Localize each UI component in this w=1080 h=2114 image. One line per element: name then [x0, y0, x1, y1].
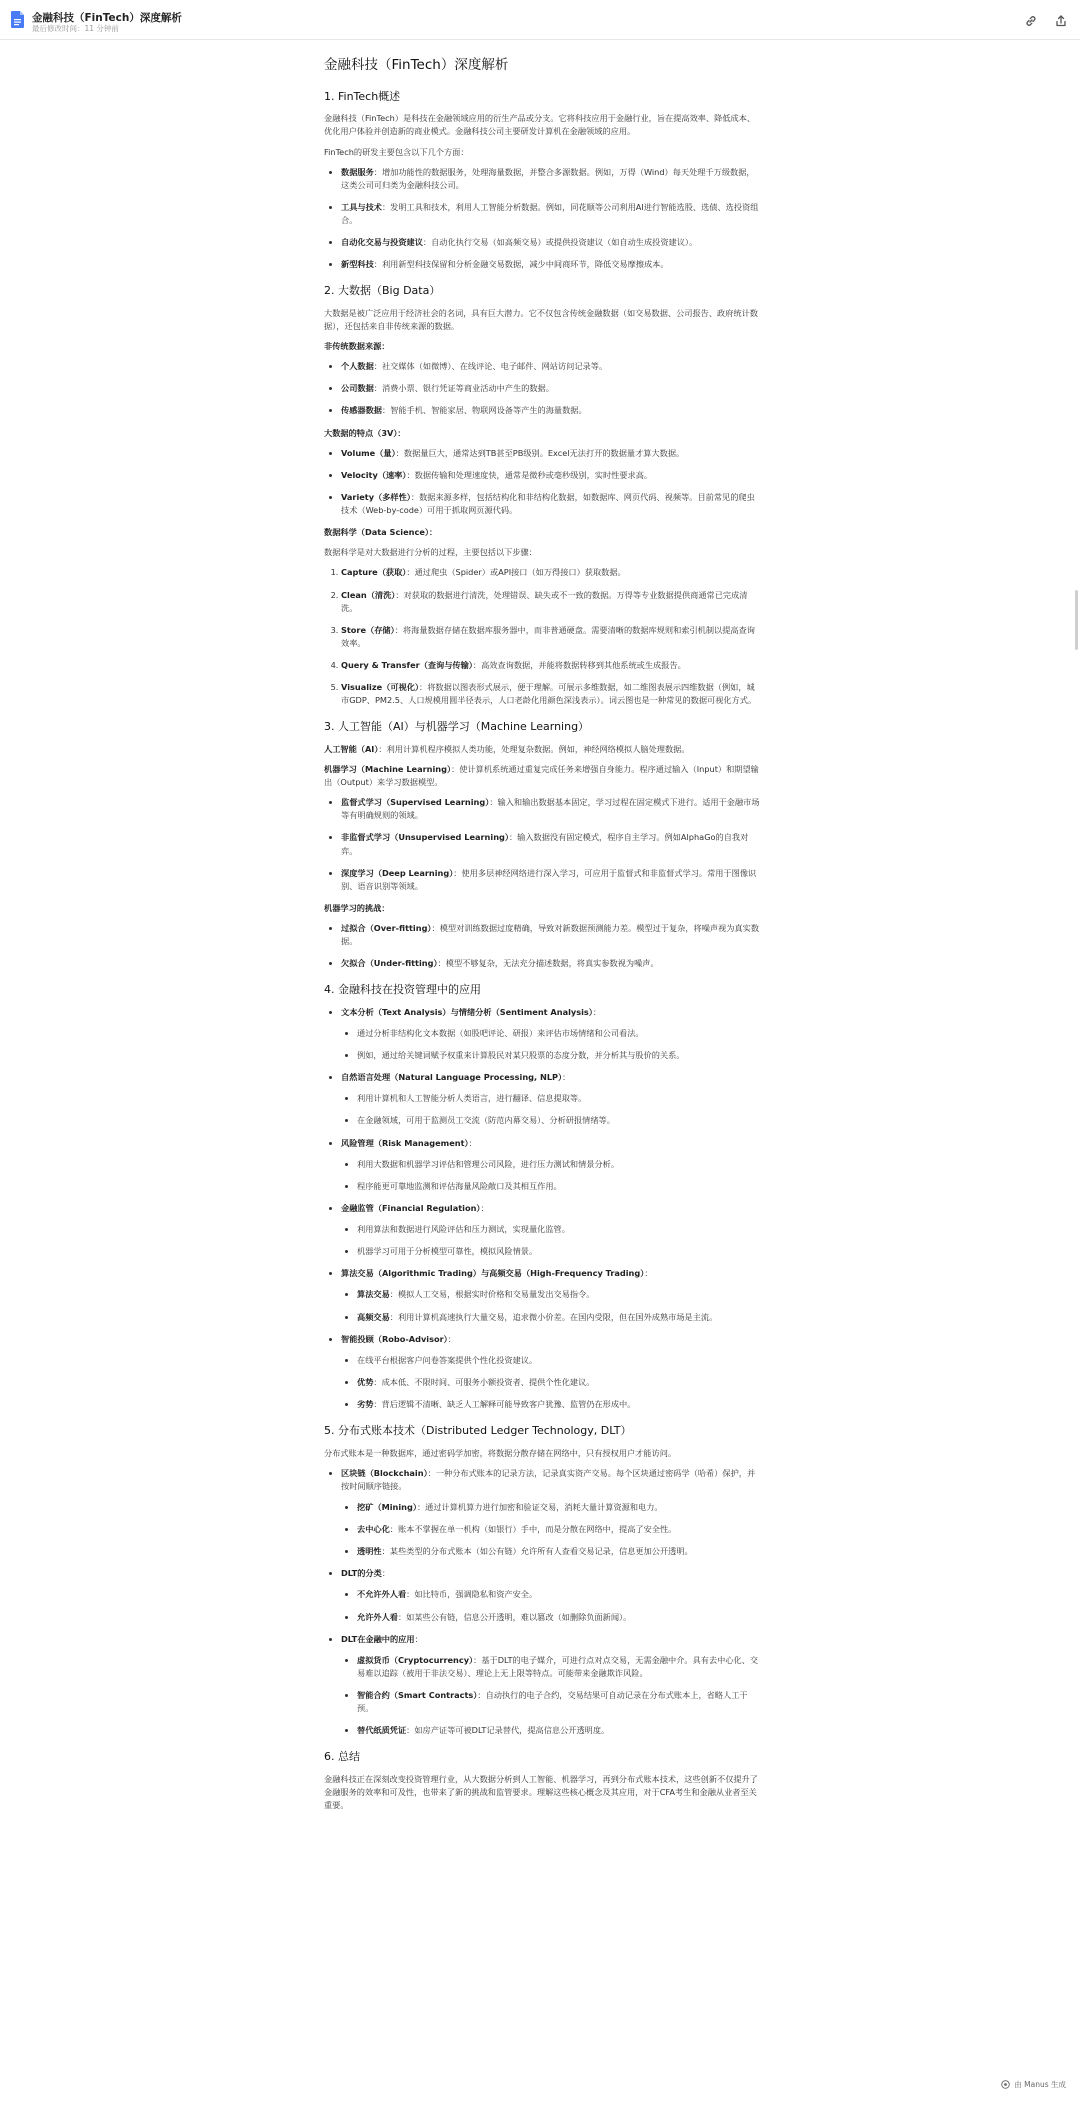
- last-modified: [32, 23, 119, 34]
- list-item: [341, 1467, 760, 1559]
- list-item: • 自然语言处理（Natural Language Processing, NLP）： • 利用计算机和人工智能分析人类语言，进行翻译、信息提取等。 • 在金融领域，可用于监测员工交流（防范内幕交易）、分析研报情绪等。: [341, 1071, 760, 1127]
- subheading: 非传统数据来源：: [324, 341, 390, 352]
- item-text: 例如，通过给关键词赋予权重来计算股民对某只股票的态度分数，并分析其与股价的关系。: [357, 1050, 685, 1061]
- item-key: 金融监管（Financial Regulation）: [341, 1202, 481, 1213]
- sub-key: 透明性: [357, 1546, 382, 1557]
- list-item: • 风险管理（Risk Management）： • 利用大数据和机器学习评估和管理公司风险，进行压力测试和情景分析。 • 程序能更可靠地监测和评估海量风险敞口及其相互作用。: [341, 1137, 760, 1193]
- item-key: DLT在金融中的应用: [341, 1633, 415, 1644]
- item-text: ：将数据以图表形式展示，便于理解。可展示多维数据，如二维图表展示四维数据（例如，城市GDP、PM2.5、人口规模用圆半径表示，人口老龄化用颜色深浅表示）。词云图也是一种常见的数据可视化方式。: [341, 682, 757, 706]
- list-item: [341, 867, 760, 893]
- item-text: ：增加功能性的数据服务，处理海量数据，并整合多源数据。例如，万得（Wind）每天处理千万级数据，这类公司可归类为金融科技公司。: [341, 166, 755, 190]
- item-text: ：基于DLT的电子媒介，可进行点对点交易，无需金融中介。具有去中心化、交易难以追踪（被用于非法交易）、理论上无上限等特点。可能带来金融欺诈风险。: [357, 1654, 759, 1678]
- sub-list: [341, 1288, 760, 1323]
- item-text: ：: [414, 1633, 423, 1644]
- item-key: 智能投顾（Robo-Advisor）: [341, 1333, 448, 1344]
- document-body: [324, 48, 760, 1819]
- item-text: ：发明工具和技术，利用人工智能分析数据。例如，同花顺等公司利用AI进行智能选股、选债、选投资组合。: [341, 201, 759, 226]
- item-key: 深度学习（Deep Learning）: [341, 867, 454, 878]
- item-key: 工具与技术: [341, 201, 382, 212]
- app-title: 金融科技（FinTech）深度解析: [32, 12, 182, 24]
- paragraph: [324, 763, 760, 789]
- section-heading: 2. 大数据（Big Data）: [324, 284, 441, 298]
- item-key: 区块链（Blockchain）: [341, 1467, 428, 1478]
- bullet-list: [324, 922, 760, 970]
- section-heading: 5. 分布式账本技术（Distributed Ledger Technology, DLT）: [324, 1424, 632, 1438]
- sub-key: 去中心化: [357, 1524, 390, 1535]
- list-item: [341, 360, 760, 373]
- list-item: [341, 566, 760, 579]
- sub-list: [341, 1158, 760, 1193]
- sub-key: 虚拟货币（Cryptocurrency）: [357, 1654, 474, 1665]
- item-key: 过拟合（Over-fitting）: [341, 923, 432, 934]
- item-key: 新型科技: [341, 259, 374, 270]
- list-item: [341, 1567, 760, 1623]
- sub-item: [357, 1724, 760, 1737]
- item-text: ：数据传输和处理速度快，通常是微秒或毫秒级别，实时性要求高。: [406, 469, 653, 480]
- list-item: [341, 404, 760, 417]
- item-text: ：账本不掌握在单一机构（如银行）手中，而是分散在网络中，提高了安全性。: [389, 1524, 677, 1535]
- list-item: [341, 957, 760, 970]
- item-key: 自然语言处理（Natural Language Processing, NLP）: [341, 1072, 563, 1083]
- subheading: 机器学习的挑战：: [324, 902, 390, 913]
- item-key: 传感器数据: [341, 405, 382, 416]
- top-actions: [1024, 13, 1068, 27]
- item-text: ：: [381, 1568, 391, 1579]
- item-text: ：输入和输出数据基本固定，学习过程在固定模式下进行。适用于金融市场等有明确规则的领域。: [341, 797, 760, 821]
- item-key: Query & Transfer（查询与传输）: [341, 660, 473, 671]
- item-key: DLT的分类: [341, 1568, 382, 1579]
- item-key: 数据服务: [341, 166, 374, 177]
- item-text: ：使用多层神经网络进行深入学习，可应用于监督式和非监督式学习。常用于图像识别、语音识别等领域。: [341, 867, 757, 891]
- item-key: Clean（清洗）: [341, 589, 396, 600]
- sub-item: [357, 1049, 760, 1062]
- item-text: ：自动化执行交易（如高频交易）或提供投资建议（如自动生成投资建议）。: [422, 237, 698, 248]
- numbered-list: [324, 566, 760, 707]
- item-text: ：利用计算机高速执行大量交易，追求微小价差。在国内受限，但在国外成熟市场是主流。: [389, 1311, 718, 1322]
- list-item: [341, 236, 760, 249]
- sub-item: [357, 1545, 760, 1558]
- list-item: [341, 382, 760, 395]
- sub-item: [357, 1611, 760, 1624]
- item-key: 算法交易（Algorithmic Trading）与高频交易（High-Frequency Trading）: [341, 1268, 645, 1279]
- sub-item: [357, 1654, 760, 1680]
- subheading: 数据科学（Data Science）：: [324, 527, 438, 538]
- bullet-list: [324, 1467, 760, 1738]
- section-heading: 1. FinTech概述: [324, 89, 401, 103]
- sub-list: [341, 1588, 760, 1623]
- manus-logo-icon: [1001, 2080, 1010, 2089]
- sub-key: 劣势: [357, 1399, 374, 1410]
- paragraph: 大数据是被广泛应用于经济社会的名词，具有巨大潜力。它不仅包含传统金融数据（如交易数据、公司报告、政府统计数据），还包括来自非传统来源的数据。: [324, 307, 758, 331]
- scrollbar-thumb[interactable]: [1075, 590, 1078, 650]
- sub-list: [341, 1354, 760, 1411]
- scrollbar-track[interactable]: [1075, 44, 1078, 2064]
- bullet-list: [324, 360, 760, 417]
- manus-badge-label: 由 Manus 生成: [1014, 2080, 1066, 2089]
- sub-item: [357, 1114, 760, 1127]
- term: 人工智能（AI）: [324, 743, 379, 754]
- document-icon: [11, 11, 24, 28]
- list-item: [341, 491, 760, 517]
- item-text: ：输入数据没有固定模式，程序自主学习。例如AlphaGo的自我对弈。: [341, 832, 749, 856]
- list-item: [341, 1633, 760, 1738]
- item-key: 非监督式学习（Unsupervised Learning）: [341, 832, 509, 843]
- list-item: [341, 258, 760, 271]
- paragraph: 金融科技（FinTech）是科技在金融领域应用的衍生产品或分支。它将科技应用于金融行业，旨在提高效率、降低成本、优化用户体验并创造新的商业模式。金融科技公司主要研发计算机在金融领域的应用。: [324, 113, 756, 137]
- item-text: ：背后逻辑不清晰、缺乏人工解释可能导致客户犹豫、监管仍在形成中。: [373, 1399, 636, 1410]
- top-bar: [0, 0, 1080, 40]
- sub-item: [357, 1501, 760, 1514]
- item-text: ：模型对训练数据过度精确，导致对新数据预测能力差。模型过于复杂，将噪声视为真实数据。: [341, 923, 760, 947]
- item-key: Capture（获取）: [341, 567, 407, 578]
- sub-item: [357, 1027, 760, 1040]
- section-heading: 4. 金融科技在投资管理中的应用: [324, 983, 481, 997]
- item-text: ：如比特币，强调隐私和资产安全。: [406, 1589, 538, 1600]
- sub-item: [357, 1245, 760, 1258]
- paragraph: 数据科学是对大数据进行分析的过程，主要包括以下步骤：: [324, 547, 537, 558]
- item-text: 程序能更可靠地监测和评估海量风险敞口及其相互作用。: [357, 1180, 562, 1191]
- item-text: 利用大数据和机器学习评估和管理公司风险，进行压力测试和情景分析。: [357, 1158, 620, 1169]
- list-item: [341, 469, 760, 482]
- section-heading: 3. 人工智能（AI）与机器学习（Machine Learning）: [324, 720, 590, 734]
- sub-item: [357, 1311, 760, 1324]
- list-item: [341, 624, 760, 650]
- item-text: ：模型不够复杂，无法充分描述数据，将真实参数视为噪声。: [437, 958, 659, 969]
- item-key: Volume（量）: [341, 447, 396, 458]
- item-key: 自动化交易与投资建议: [341, 237, 423, 248]
- document-title: 金融科技（FinTech）深度解析: [324, 57, 509, 73]
- item-text: ：高效查询数据，并能将数据转移到其他系统或生成报告。: [472, 660, 686, 671]
- item-key: 公司数据: [341, 383, 374, 394]
- sub-list: [341, 1223, 760, 1258]
- item-key: Velocity（速率）: [341, 469, 407, 480]
- item-text: ：对获取的数据进行清洗，处理错误、缺失或不一致的数据。万得等专业数据提供商通常已完成清洗。: [341, 589, 748, 613]
- sub-item: [357, 1523, 760, 1536]
- item-text: ：成本低、不限时间、可服务小额投资者、提供个性化建议。: [373, 1376, 595, 1387]
- last-modified-label: 最后修改时间：: [32, 24, 85, 33]
- sub-item: [357, 1354, 760, 1367]
- item-text: ：数据量巨大，通常达到TB甚至PB级别。Excel无法打开的数据量才算大数据。: [395, 447, 685, 458]
- bullet-list: [324, 447, 760, 518]
- item-text: 机器学习可用于分析模型可靠性，模拟风险情景。: [357, 1246, 538, 1257]
- item-text: ：一种分布式账本的记录方法，记录真实资产交易。每个区块通过密码学（哈希）保护，并按时间顺序链接。: [341, 1467, 756, 1491]
- share-icon[interactable]: [1054, 13, 1068, 27]
- bullet-list: [324, 1006, 760, 1411]
- list-item: [341, 796, 760, 822]
- list-item: • 算法交易（Algorithmic Trading）与高频交易（High-Frequency Trading）： • 算法交易：模拟人工交易，根据实时价格和交易量发出交易指令。 • 高频交易：利用计算机高速执行大量交易，追求微小价差。在国内受限，但在国外成熟市场是主流。: [341, 1267, 760, 1323]
- definition: ：利用计算机程序模拟人类功能，处理复杂数据。例如，神经网络模拟人脑处理数据。: [378, 743, 690, 754]
- list-item: [341, 166, 760, 192]
- bullet-list: [324, 166, 760, 272]
- sub-key: 算法交易: [357, 1289, 390, 1300]
- sub-list: [341, 1501, 760, 1558]
- paragraph: [324, 743, 760, 756]
- item-text: 利用算法和数据进行风险评估和压力测试，实现量化监管。: [357, 1224, 570, 1235]
- item-key: 监督式学习（Supervised Learning）: [341, 797, 490, 808]
- item-text: ：将海量数据存储在数据库服务器中，而非普通硬盘。需要清晰的数据库规则和索引机制以提高查询效率。: [341, 624, 755, 648]
- list-item: [341, 589, 760, 615]
- list-item: [341, 447, 760, 460]
- sub-item: [357, 1689, 760, 1715]
- item-key: 风险管理（Risk Management）: [341, 1137, 469, 1148]
- sub-key: 优势: [357, 1376, 374, 1387]
- manus-badge[interactable]: [1001, 2079, 1066, 2090]
- definition: ：使计算机系统通过重复完成任务来增强自身能力。程序通过输入（Input）和期望输出（Output）来学习数据模型。: [324, 763, 759, 788]
- item-key: 欠拟合（Under-fitting）: [341, 958, 438, 969]
- item-key: Store（存储）: [341, 624, 395, 635]
- term: 机器学习（Machine Learning）: [324, 763, 452, 774]
- item-text: ：通过计算机算力进行加密和验证交易，消耗大量计算资源和电力。: [416, 1501, 663, 1512]
- sub-key: 智能合约（Smart Contracts）: [357, 1690, 478, 1701]
- sub-list: [341, 1654, 760, 1738]
- sub-item: [357, 1158, 760, 1171]
- paragraph: 金融科技正在深刻改变投资管理行业，从大数据分析到人工智能、机器学习，再到分布式账本技术，这些创新不仅提升了金融服务的效率和可及性，也带来了新的挑战和监管要求。理解这些核心概念及其应用，对于CFA考生和金融从业者至关重要。: [324, 1773, 758, 1811]
- list-item: [341, 831, 760, 857]
- paragraph: FinTech的研发主要包含以下几个方面：: [324, 146, 469, 157]
- sub-key: 不允许外人看: [357, 1589, 407, 1600]
- item-text: ：社交媒体（如微博）、在线评论、电子邮件、网站访问记录等。: [373, 361, 608, 372]
- item-text: 在金融领域，可用于监测员工交流（防范内幕交易）、分析研报情绪等。: [357, 1115, 615, 1126]
- item-key: Variety（多样性）: [341, 491, 411, 502]
- sub-key: 挖矿（Mining）: [357, 1501, 417, 1512]
- sub-item: [357, 1180, 760, 1193]
- item-key: 文本分析（Text Analysis）与情绪分析（Sentiment Analysis）: [341, 1006, 593, 1017]
- item-text: ：模拟人工交易，根据实时价格和交易量发出交易指令。: [389, 1289, 595, 1300]
- sub-item: [357, 1588, 760, 1601]
- sub-list: [341, 1092, 760, 1127]
- list-item: [341, 922, 760, 948]
- item-text: ：数据来源多样，包括结构化和非结构化数据，如数据库、网页代码、视频等。目前常见的爬虫技术（Web-by-code）可用于抓取网页源代码。: [341, 491, 755, 516]
- item-text: 通过分析非结构化文本数据（如股吧评论、研报）来评估市场情绪和公司看法。: [357, 1027, 644, 1038]
- link-icon[interactable]: [1024, 13, 1038, 27]
- item-text: ：自动执行的电子合约，交易结果可自动记录在分布式账本上，省略人工干预。: [357, 1690, 748, 1714]
- item-text: ：如某些公有链，信息公开透明，难以篡改（如删除负面新闻）。: [397, 1611, 632, 1622]
- sub-item: [357, 1223, 760, 1236]
- sub-item: [357, 1376, 760, 1389]
- item-key: Visualize（可视化）: [341, 682, 419, 693]
- item-text: ：某些类型的分布式账本（如公有链）允许所有人查看交易记录，信息更加公开透明。: [381, 1546, 693, 1557]
- sub-list: [341, 1027, 760, 1062]
- list-item: • 金融监管（Financial Regulation）： • 利用算法和数据进行风险评估和压力测试，实现量化监管。 • 机器学习可用于分析模型可靠性，模拟风险情景。: [341, 1202, 760, 1258]
- sub-key: 高频交易: [357, 1311, 390, 1322]
- item-text: ：智能手机、智能家居、物联网设备等产生的海量数据。: [381, 405, 587, 416]
- item-key: 个人数据: [341, 361, 374, 372]
- list-item: • 文本分析（Text Analysis）与情绪分析（Sentiment Analysis）： • 通过分析非结构化文本数据（如股吧评论、研报）来评估市场情绪和公司看法。 • 例如，通过给关键词赋予权重来计算股民对某只股票的态度分数，并分析其与股价的关系。: [341, 1006, 760, 1062]
- sub-item: [357, 1092, 760, 1105]
- last-modified-time: 11 分钟前: [84, 24, 119, 33]
- item-text: 在线平台根据客户问卷答案提供个性化投资建议。: [357, 1354, 538, 1365]
- item-text: ：通过爬虫（Spider）或API接口（如万得接口）获取数据。: [406, 567, 626, 578]
- list-item: • 智能投顾（Robo-Advisor）： • 在线平台根据客户问卷答案提供个性化投资建议。 • 优势：成本低、不限时间、可服务小额投资者、提供个性化建议。 • 劣势：背后逻辑不清晰、缺乏人工解释可能导致客户犹豫、监管仍在形成中。: [341, 1333, 760, 1412]
- sub-item: [357, 1288, 760, 1301]
- list-item: [341, 659, 760, 672]
- sub-item: [357, 1398, 760, 1411]
- item-text: ：如房产证等可被DLT记录替代，提高信息公开透明度。: [406, 1725, 610, 1736]
- list-item: [341, 681, 760, 707]
- item-text: 利用计算机和人工智能分析人类语言，进行翻译、信息提取等。: [357, 1093, 587, 1104]
- subheading: 大数据的特点（3V）：: [324, 427, 406, 438]
- section-heading: 6. 总结: [324, 1750, 360, 1764]
- bullet-list: [324, 796, 760, 893]
- list-item: [341, 201, 760, 227]
- paragraph: 分布式账本是一种数据库，通过密码学加密，将数据分散存储在网络中，只有授权用户才能访问。: [324, 1447, 677, 1458]
- item-text: ：利用新型科技保留和分析金融交易数据，减少中间商环节，降低交易摩擦成本。: [373, 259, 669, 270]
- item-text: ：消费小票、银行凭证等商业活动中产生的数据。: [373, 383, 554, 394]
- sub-key: 替代纸质凭证: [357, 1725, 407, 1736]
- sub-key: 允许外人看: [357, 1611, 398, 1622]
